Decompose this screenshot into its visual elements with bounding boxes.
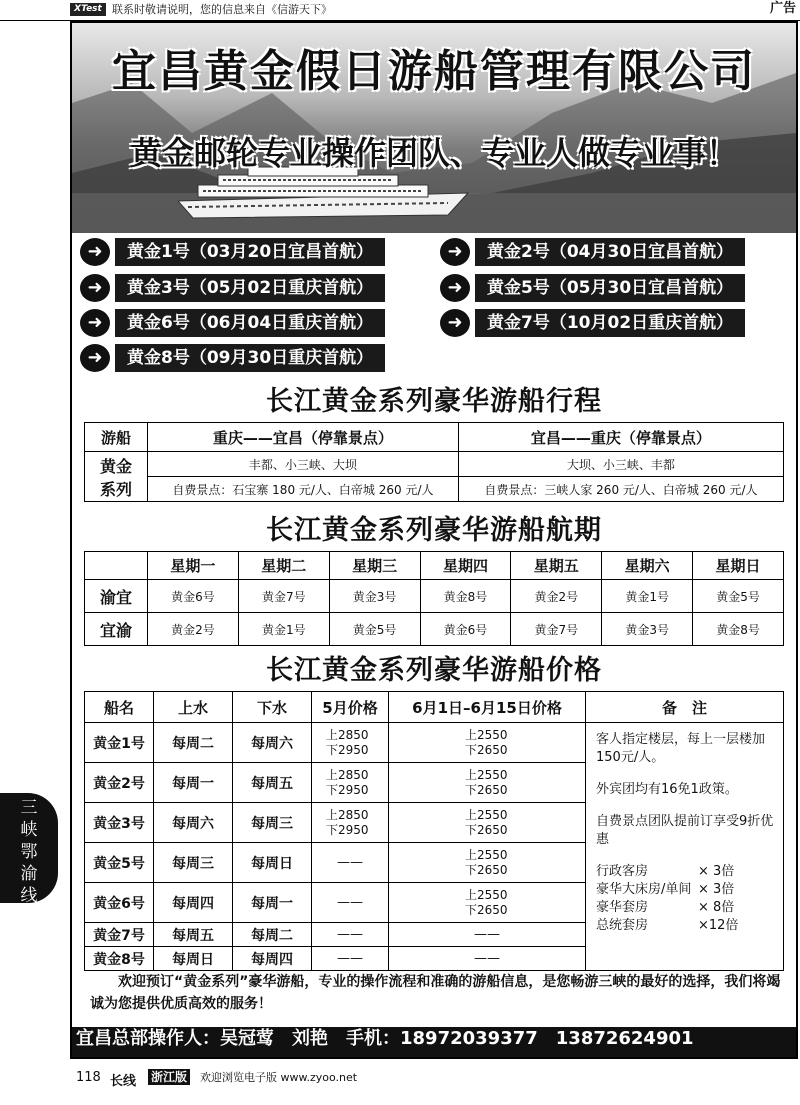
itinerary-table [84,422,784,502]
arrow-right-icon: ➜ [440,238,470,266]
slogan: 黄金邮轮专业操作团队、专业人做专业事！ [129,134,738,172]
down-extra: 自费景点：石宝寨 180 元/人、白帝城 260 元/人 [148,477,459,502]
arrow-right-icon: ➜ [80,274,110,302]
prices-table: 船名 上水 下水 5月价格 6月1日–6月15日价格 备 注 黄金1号 每周二 每周六 上2850 下2950 上2550 下2650 客人指定楼层，每上一层楼加150元/人。 外宾团均有16免1政策。 自费景点团队提前订享受9折优惠 行政客房 × 3倍 豪华大床房/单间 × 3倍 豪华套房 × 8倍 总统套房 ×12倍 黄金2号 每周一 每周五 上2850 下2950 上2550 下2650 黄金3号 每周六 每周三 上2850 下2950 上2550 下2650 黄金5号 每周三 每周日 —— 上2550 下2650 黄金6号 每周四 每周一 —— 上2550 下2650 黄金7号 每周五 每周二 —— —— 黄金8号 每周日 每周四 —— —— [84,691,784,971]
browse-link[interactable]: 欢迎浏览电子版 www.zyoo.net [200,1071,358,1084]
publisher-logo: XTest [70,3,106,16]
hero-banner [72,23,796,233]
table-row: 黄金5号 每周三 每周日 —— 上2550 下2650 [85,843,784,883]
day-header: 星期二 [238,552,329,580]
table-row: 黄金8号 每周日 每周四 —— —— [85,947,784,971]
schedule-title: 长江黄金系列豪华游船航期 [266,515,602,546]
arrow-right-icon: ➜ [80,238,110,266]
down-spots: 丰都、小三峡、大坝 [148,452,459,477]
day-header: 星期三 [329,552,420,580]
table-row: 黄金2号 每周一 每周五 上2850 下2950 上2550 下2650 [85,763,784,803]
schedule-table [84,551,784,646]
top-bar [0,0,800,21]
col-down: 重庆——宜昌（停靠景点） [148,423,459,452]
day-header: 星期一 [148,552,239,580]
table-row: 渝宜 黄金6号 黄金7号 黄金3号 黄金8号 黄金2号 黄金1号 黄金5号 [85,580,784,613]
table-row: 黄金7号 每周五 每周二 —— —— [85,923,784,947]
page-footer [0,1062,800,1102]
arrow-right-icon: ➜ [440,309,470,337]
edition-badge: 浙江版 [148,1069,190,1085]
col-up: 宜昌——重庆（停靠景点） [458,423,783,452]
schedule-corner [85,552,148,580]
ad-tag: 广告 [769,1,796,16]
day-header: 星期日 [693,552,784,580]
day-header: 星期四 [420,552,511,580]
page-number: 118 [76,1070,101,1085]
itinerary-title: 长江黄金系列豪华游船行程 [266,386,602,417]
table-row: 黄金1号 每周二 每周六 上2850 下2950 上2550 下2650 客人指定楼层，每上一层楼加150元/人。 外宾团均有16免1政策。 自费景点团队提前订享受9折优惠 行政客房 × 3倍 豪华大床房/单间 × 3倍 豪华套房 × 8倍 总统套房 ×12倍 [85,723,784,763]
ad-frame: 宜昌黄金假日游船管理有限公司 黄金邮轮专业操作团队、专业人做专业事！ ➜ 黄金1号（03月20日宜昌首航） ➜ 黄金2号（04月30日宜昌首航） ➜ 黄金3号（05月02日重庆首航） ➜ 黄金5号（05月30日宜昌首航） ➜ 黄金6号（06月04日重庆首航） ➜ 黄金7号（10月02日重庆首航） ➜ 黄金8号（09月30日重庆首航） 长江黄金系列豪华游船行程 游船 重庆——宜昌（停靠景点） 宜昌——重庆（停靠景点） 黄金 系列 丰都、小三峡、大坝 大坝、小三峡、丰都 自费景点：石宝寨 180 元/人、白帝城 260 元/人 自费景点：三峡人家 260 元/人、白帝城 260 元/人 长江黄金系列豪华游船航期 星期一 星期二 星期三 星期四 星期五 星期六 星期日 渝宜 黄金6号 黄金7号 黄金3号 黄金8号 黄金2号 黄金1号 黄金5号 宜渝 黄金2号 黄金1号 黄金5号 黄金6号 黄金7号 黄金3号 黄金8号 长江黄金系列豪华游船价格 船名 上水 下水 5月价格 6月1日–6月15日价格 备 注 黄金1号 每周二 每周六 上2850 下2950 上2550 下2650 客人指定楼层，每上一层楼加150元/人。 外宾团均有16免1政策。 自费景点团队提前订享受9折优惠 行政客房 × 3倍 豪华大床房/单间 × 3倍 豪华套房 × 8倍 总统套房 ×12倍 黄金2号 每周一 每周五 上2850 下2950 上2550 下2650 黄金3号 每周六 每周三 上2850 下2950 上2550 下2650 黄金5号 每周三 每周日 —— 上2550 下2650 黄金6号 每周四 每周一 —— 上2550 下2650 黄金7号 每周五 每周二 —— —— 黄金8号 每周日 每周四 —— —— 欢迎预订“黄金系列”豪华游船，专业的操作流程和准确的游船信息，是您畅游三峡的最好的选择，我们将竭诚为您提供优质高效的服务！ 宜昌总部操作人：吴冠莺 刘艳 手机：18972039377 13872624901 [70,21,798,1059]
series-label: 黄金 系列 [85,452,148,502]
route-label: 渝宜 [85,580,148,613]
header-notice: 联系时敬请说明，您的信息来自《信游天下》 [112,3,332,16]
magazine-section: 长线 [110,1074,137,1089]
up-spots: 大坝、小三峡、丰都 [458,452,783,477]
day-header: 星期五 [511,552,602,580]
up-extra: 自费景点：三峡人家 260 元/人、白帝城 260 元/人 [458,477,783,502]
arrow-right-icon: ➜ [80,344,110,372]
col-ship: 游船 [85,423,148,452]
welcome-text: 欢迎预订“黄金系列”豪华游船，专业的操作流程和准确的游船信息，是您畅游三峡的最好的选择，我们将竭诚为您提供优质高效的服务！ [90,974,781,1012]
day-header: 星期六 [602,552,693,580]
table-row: 黄金3号 每周六 每周三 上2850 下2950 上2550 下2650 [85,803,784,843]
contact-line-2 [76,1055,798,1059]
arrow-right-icon: ➜ [80,309,110,337]
contact-line-1: 宜昌总部操作人：吴冠莺 刘艳 手机：18972039377 13872624901 [76,1028,694,1049]
table-row: 宜渝 黄金2号 黄金1号 黄金5号 黄金6号 黄金7号 黄金3号 黄金8号 [85,613,784,646]
side-tab-route: 三 峡 鄂 渝 线 [0,793,58,903]
table-row: 黄金6号 每周四 每周一 —— 上2550 下2650 [85,883,784,923]
arrow-right-icon: ➜ [440,274,470,302]
notes-cell: 客人指定楼层，每上一层楼加150元/人。 外宾团均有16免1政策。 自费景点团队提前订享受9折优惠 行政客房 × 3倍 豪华大床房/单间 × 3倍 豪华套房 × 8倍 总统套房 ×12倍 [586,723,784,971]
route-label: 宜渝 [85,613,148,646]
prices-title: 长江黄金系列豪华游船价格 [266,655,602,686]
company-name: 宜昌黄金假日游船管理有限公司 [112,46,756,97]
